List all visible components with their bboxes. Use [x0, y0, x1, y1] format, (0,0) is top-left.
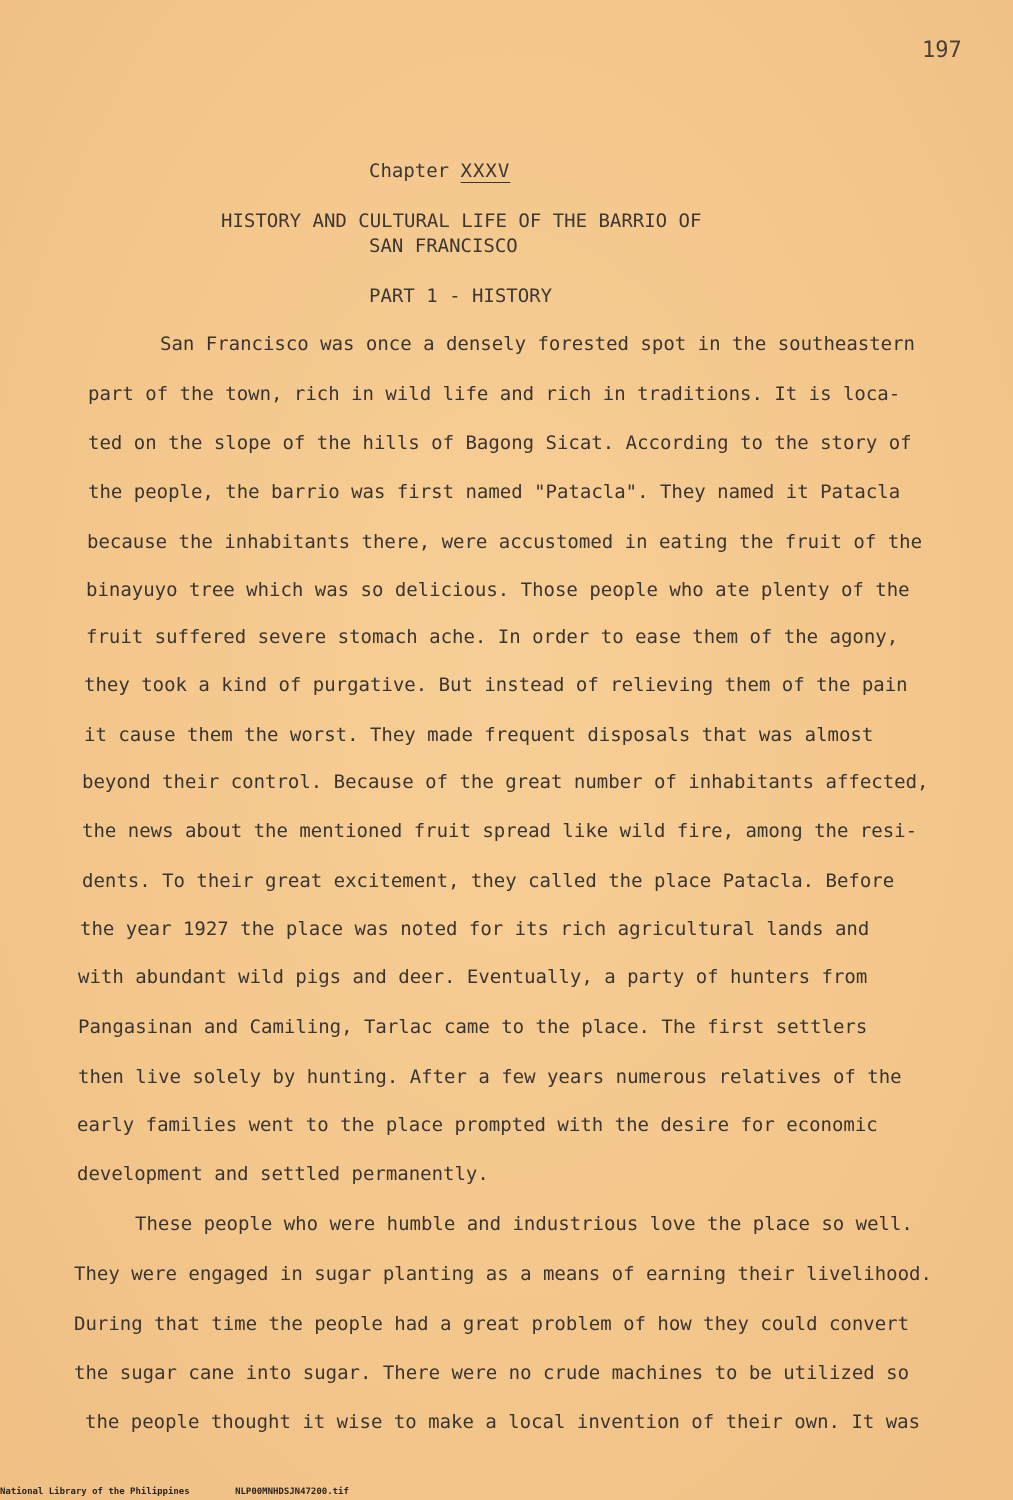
text-line: fruit suffered severe stomach ache. In order to ease them of the agony,	[86, 626, 899, 648]
text-line: with abundant wild pigs and deer. Eventually, a party of hunters from	[78, 966, 868, 988]
text-line: the sugar cane into sugar. There were no crude machines to be utilized so	[74, 1362, 910, 1384]
part-heading: PART 1 - HISTORY	[369, 285, 553, 307]
text-line: because the inhabitants there, were accustomed in eating the fruit of the	[87, 531, 923, 553]
text-line: part of the town, rich in wild life and rich in traditions. It is loca-	[88, 383, 901, 405]
text-line: the year 1927 the place was noted for its rich agricultural lands and	[80, 918, 870, 940]
text-line: they took a kind of purgative. But instead of relieving them of the pain	[84, 674, 908, 696]
text-line: San Francisco was once a densely forested spot in the southeastern	[160, 333, 915, 355]
chapter-title-line-2: SAN FRANCISCO	[369, 235, 518, 257]
scan-footer	[0, 1487, 389, 1497]
text-line: Pangasinan and Camiling, Tarlac came to the place. The first settlers	[78, 1016, 868, 1038]
text-line: These people who were humble and industrious love the place so well.	[135, 1213, 913, 1235]
footer-file: NLP00MNHDSJN47200.tif	[235, 1487, 349, 1497]
text-line: During that time the people had a great problem of how they could convert	[74, 1313, 910, 1335]
text-line: early families went to the place prompted with the desire for economic	[77, 1114, 878, 1136]
text-line: ted on the slope of the hills of Bagong Sicat. According to the story of	[88, 432, 912, 454]
text-line: then live solely by hunting. After a few years numerous relatives of the	[78, 1066, 902, 1088]
text-line: beyond their control. Because of the great number of inhabitants affected,	[82, 771, 929, 793]
text-line: development and settled permanently.	[77, 1163, 489, 1185]
text-line: it cause them the worst. They made frequent disposals that was almost	[84, 724, 874, 746]
text-line: They were engaged in sugar planting as a means of earning their livelihood.	[74, 1263, 932, 1285]
footer-source: National Library of the Philippines	[0, 1487, 190, 1497]
text-line: binayuyo tree which was so delicious. Those people who ate plenty of the	[86, 579, 910, 601]
text-line: the people thought it wise to make a local invention of their own. It was	[85, 1411, 921, 1433]
text-line: dents. To their great excitement, they called the place Patacla. Before	[82, 870, 895, 892]
chapter-heading	[369, 160, 510, 182]
text-line: the people, the barrio was first named "Patacla". They named it Patacla	[88, 481, 901, 503]
page-number: 197	[922, 38, 962, 63]
chapter-title-line-1: HISTORY AND CULTURAL LIFE OF THE BARRIO OF	[221, 210, 702, 232]
chapter-number: XXXV	[460, 160, 511, 182]
text-line: the news about the mentioned fruit spread like wild fire, among the resi-	[82, 820, 918, 842]
chapter-label: Chapter	[369, 160, 450, 182]
